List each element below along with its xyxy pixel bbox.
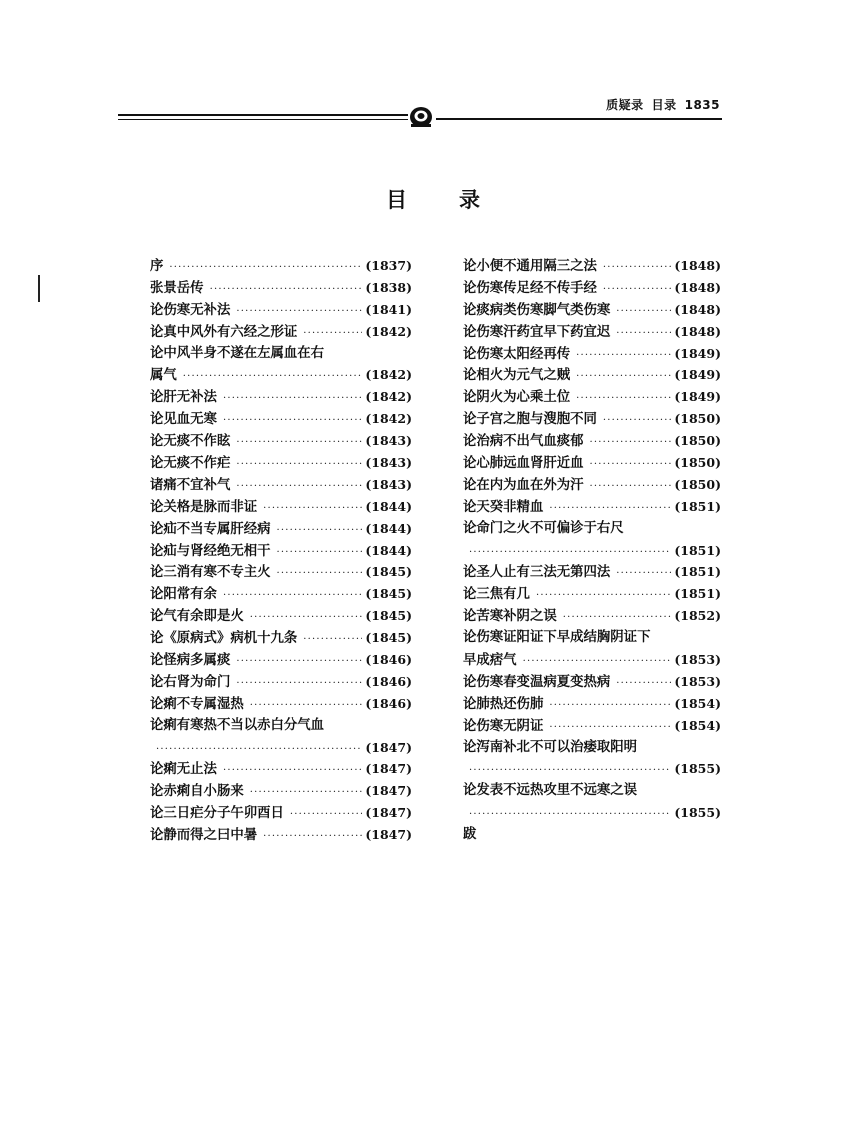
toc-entry-page: (1851) bbox=[674, 498, 721, 514]
toc-entry[interactable] bbox=[463, 321, 721, 343]
toc-entry-title: 论伤寒汗药宜早下药宜迟 bbox=[463, 323, 611, 340]
toc-entry[interactable] bbox=[463, 780, 721, 802]
toc-entry-title: 论天癸非精血 bbox=[463, 498, 544, 515]
toc-leader-dots bbox=[277, 563, 363, 585]
toc-leader-dots bbox=[236, 432, 362, 454]
toc-leader-dots bbox=[303, 629, 362, 651]
toc-entry-page: (1838) bbox=[365, 279, 412, 295]
toc-entry-title: 论三日疟分子午卯酉日 bbox=[150, 805, 284, 822]
toc-entry[interactable] bbox=[463, 737, 721, 759]
margin-mark bbox=[38, 275, 40, 302]
toc-entry-page: (1848) bbox=[674, 258, 721, 273]
toc-entry-page: (1851) bbox=[674, 564, 721, 580]
toc-entry-title: 论痢有寒热不当以赤白分气血 bbox=[150, 716, 325, 733]
toc-leader-dots bbox=[223, 410, 362, 432]
toc-leader-dots bbox=[236, 476, 362, 498]
toc-entry[interactable] bbox=[463, 518, 721, 540]
toc-entry[interactable] bbox=[463, 802, 721, 824]
toc-entry[interactable] bbox=[463, 496, 721, 518]
toc-entry-page: (1850) bbox=[674, 433, 721, 449]
header-rule-left-thin bbox=[118, 119, 408, 120]
toc-entry-title: 诸痛不宜补气 bbox=[150, 476, 231, 493]
book-seal-icon bbox=[407, 104, 435, 130]
toc-leader-dots bbox=[210, 279, 363, 301]
toc-entry-title: 论静而得之曰中暑 bbox=[150, 827, 258, 844]
toc-entry[interactable] bbox=[463, 474, 721, 496]
toc-entry[interactable] bbox=[150, 802, 412, 824]
toc-entry-page: (1849) bbox=[674, 389, 721, 405]
toc-entry[interactable] bbox=[150, 408, 412, 430]
toc-leader-dots bbox=[590, 476, 672, 498]
toc-leader-dots bbox=[250, 607, 363, 629]
toc-entry[interactable] bbox=[150, 496, 412, 518]
toc-entry-page: (1848) bbox=[674, 279, 721, 295]
toc-entry-page: (1842) bbox=[365, 367, 412, 383]
toc-entry-page: (1845) bbox=[365, 630, 412, 646]
toc-entry-title: 早成痞气 bbox=[463, 652, 517, 669]
toc-entry-title: 论伤寒春变温病夏变热病 bbox=[463, 673, 611, 690]
toc-entry[interactable] bbox=[150, 299, 412, 321]
toc-entry-title: 跋 bbox=[463, 826, 477, 843]
toc-entry-title: 论见血无寒 bbox=[150, 411, 217, 428]
toc-entry-title: 论苦寒补阴之误 bbox=[463, 608, 557, 625]
toc-entry-title: 论肝无补法 bbox=[150, 389, 217, 406]
toc-entry[interactable] bbox=[463, 649, 721, 671]
toc-entry[interactable] bbox=[150, 671, 412, 693]
toc-entry-title: 论三焦有几 bbox=[463, 586, 530, 603]
toc-entry-title: 论疝不当专属肝经病 bbox=[150, 520, 271, 537]
toc-leader-dots bbox=[616, 301, 671, 323]
toc-entry-page: (1850) bbox=[674, 455, 721, 471]
toc-leader-dots bbox=[603, 257, 671, 279]
toc-entry[interactable] bbox=[150, 343, 412, 365]
toc-entry-title: 论肺热还伤肺 bbox=[463, 695, 544, 712]
toc-entry-page: (1845) bbox=[365, 608, 412, 624]
toc-entry-page: (1851) bbox=[674, 542, 721, 558]
toc-leader-dots bbox=[563, 607, 672, 629]
toc-leader-dots bbox=[277, 520, 363, 542]
toc-entry[interactable] bbox=[150, 364, 412, 386]
toc-entry-title: 序 bbox=[150, 258, 164, 274]
toc-entry[interactable] bbox=[463, 605, 721, 627]
toc-entry[interactable] bbox=[463, 758, 721, 780]
toc-entry-title: 论怪病多属痰 bbox=[150, 652, 231, 669]
page-title bbox=[0, 184, 866, 214]
toc-leader-dots bbox=[576, 366, 671, 388]
toc-entry-page: (1853) bbox=[674, 652, 721, 668]
toc-entry-title: 论无痰不作疟 bbox=[150, 455, 231, 472]
toc-column-right bbox=[463, 255, 721, 846]
toc-entry-title: 论泻南补北不可以治痿取阳明 bbox=[463, 738, 638, 755]
toc-entry[interactable] bbox=[463, 386, 721, 408]
toc-entry-title: 论阴火为心乘土位 bbox=[463, 389, 571, 406]
toc-leader-dots bbox=[169, 257, 362, 279]
toc-entry-page: (1849) bbox=[674, 345, 721, 361]
toc-leader-dots bbox=[236, 673, 362, 695]
toc-entry[interactable] bbox=[463, 671, 721, 693]
toc-entry-title: 论阳常有余 bbox=[150, 586, 217, 603]
toc-entry[interactable] bbox=[463, 343, 721, 365]
toc-leader-dots bbox=[616, 323, 671, 345]
page-number: 1835 bbox=[684, 98, 720, 112]
toc-entry-page: (1852) bbox=[674, 608, 721, 624]
toc-entry[interactable] bbox=[463, 583, 721, 605]
toc-entry[interactable] bbox=[463, 299, 721, 321]
toc-entry-page: (1844) bbox=[365, 498, 412, 514]
toc-entry[interactable] bbox=[150, 540, 412, 562]
toc-entry-title: 论圣人止有三法无第四法 bbox=[463, 564, 611, 581]
toc-entry-title: 论《原病式》病机十九条 bbox=[150, 630, 298, 647]
toc-entry[interactable] bbox=[150, 715, 412, 737]
toc-entry-page: (1851) bbox=[674, 586, 721, 602]
toc-entry[interactable] bbox=[150, 255, 412, 277]
toc-entry-page: (1855) bbox=[674, 805, 721, 821]
toc-leader-dots bbox=[590, 432, 672, 454]
toc-leader-dots bbox=[549, 717, 671, 739]
toc-entry[interactable] bbox=[150, 605, 412, 627]
toc-entry-title: 论疝与肾经绝无相干 bbox=[150, 542, 271, 559]
toc-entry[interactable] bbox=[463, 255, 721, 277]
toc-entry-page: (1844) bbox=[365, 520, 412, 536]
toc-entry-page: (1850) bbox=[674, 476, 721, 492]
book-title: 质疑录 bbox=[606, 98, 644, 112]
toc-entry-title: 论无痰不作眩 bbox=[150, 433, 231, 450]
toc-leader-dots bbox=[250, 695, 363, 717]
toc-entry-title: 属气 bbox=[150, 367, 177, 384]
toc-entry[interactable] bbox=[463, 627, 721, 649]
toc-leader-dots bbox=[523, 651, 672, 673]
toc-entry-title: 论右肾为命门 bbox=[150, 673, 231, 690]
toc-entry-page: (1848) bbox=[674, 323, 721, 339]
toc-entry[interactable] bbox=[150, 737, 412, 759]
page-title-text: 目录 bbox=[386, 188, 532, 212]
toc-leader-dots bbox=[536, 585, 671, 607]
toc-entry-title: 论小便不通用隔三之法 bbox=[463, 258, 597, 274]
toc-leader-dots bbox=[576, 345, 671, 367]
toc-entry-title: 张景岳传 bbox=[150, 279, 204, 296]
toc-entry-title: 论气有余即是火 bbox=[150, 608, 244, 625]
toc-entry-title: 论关格是脉而非证 bbox=[150, 498, 258, 515]
toc-leader-dots bbox=[223, 760, 362, 782]
running-head bbox=[598, 96, 720, 113]
toc-entry-title: 论发表不远热攻里不远寒之误 bbox=[463, 782, 638, 799]
toc-leader-dots bbox=[549, 498, 671, 520]
toc-leader-dots bbox=[603, 279, 671, 301]
toc-entry[interactable] bbox=[463, 430, 721, 452]
toc-entry-title: 论伤寒太阳经再传 bbox=[463, 345, 571, 362]
toc-entry[interactable] bbox=[150, 693, 412, 715]
toc-entry-title: 论伤寒无补法 bbox=[150, 301, 231, 318]
toc-leader-dots bbox=[303, 323, 362, 345]
toc-entry-page: (1847) bbox=[365, 827, 412, 843]
toc-entry[interactable] bbox=[150, 780, 412, 802]
toc-leader-dots bbox=[290, 804, 362, 826]
toc-entry-page: (1855) bbox=[674, 761, 721, 777]
toc-entry-page: (1845) bbox=[365, 586, 412, 602]
toc-entry-title: 论子宫之胞与溲胞不同 bbox=[463, 411, 597, 428]
toc-leader-dots bbox=[277, 542, 363, 564]
toc-entry-title: 论痰病类伤寒脚气类伤寒 bbox=[463, 301, 611, 318]
toc-leader-dots bbox=[263, 498, 362, 520]
toc-entry[interactable] bbox=[150, 386, 412, 408]
toc-entry-title: 论伤寒传足经不传手经 bbox=[463, 279, 597, 296]
toc-leader-dots bbox=[603, 410, 671, 432]
toc-leader-dots bbox=[223, 388, 362, 410]
toc-entry-title: 论真中风外有六经之形证 bbox=[150, 323, 298, 340]
toc-entry[interactable] bbox=[150, 518, 412, 540]
toc-entry[interactable] bbox=[150, 277, 412, 299]
toc-entry[interactable] bbox=[463, 561, 721, 583]
toc-entry-page: (1843) bbox=[365, 433, 412, 449]
toc-leader-dots bbox=[616, 563, 671, 585]
toc-entry-page: (1848) bbox=[674, 301, 721, 317]
toc-entry-page: (1849) bbox=[674, 367, 721, 383]
toc-entry[interactable] bbox=[463, 715, 721, 737]
toc-entry[interactable] bbox=[150, 649, 412, 671]
toc-entry-title: 论赤痢自小肠来 bbox=[150, 783, 244, 800]
header-rule-left bbox=[118, 114, 408, 116]
toc-entry[interactable] bbox=[150, 474, 412, 496]
toc-leader-dots bbox=[576, 388, 671, 410]
toc-entry[interactable] bbox=[463, 364, 721, 386]
toc-leader-dots bbox=[236, 651, 362, 673]
toc-entry-page: (1845) bbox=[365, 564, 412, 580]
toc-entry-page: (1842) bbox=[365, 389, 412, 405]
toc-entry-page: (1837) bbox=[365, 258, 412, 273]
toc-entry-title: 论心肺远血肾肝近血 bbox=[463, 455, 584, 472]
toc-entry-page: (1842) bbox=[365, 323, 412, 339]
toc-entry[interactable] bbox=[150, 430, 412, 452]
toc-entry[interactable] bbox=[150, 627, 412, 649]
toc-entry[interactable] bbox=[463, 277, 721, 299]
toc-entry-title: 论在内为血在外为汗 bbox=[463, 476, 584, 493]
toc-entry[interactable] bbox=[463, 693, 721, 715]
section-label: 目录 bbox=[651, 98, 677, 112]
toc-leader-dots bbox=[183, 366, 363, 388]
toc-entry-page: (1847) bbox=[365, 761, 412, 777]
toc-entry[interactable] bbox=[150, 824, 412, 846]
toc-entry-page: (1850) bbox=[674, 411, 721, 427]
toc-column-left bbox=[150, 255, 412, 846]
toc-entry-title: 论伤寒证阳证下早成结胸阴证下 bbox=[463, 629, 651, 646]
toc-leader-dots bbox=[590, 454, 672, 476]
toc-entry-page: (1843) bbox=[365, 455, 412, 471]
toc-entry[interactable] bbox=[463, 452, 721, 474]
toc-entry[interactable] bbox=[463, 824, 721, 846]
toc-entry-page: (1847) bbox=[365, 783, 412, 799]
toc-entry-title: 论三消有寒不专主火 bbox=[150, 564, 271, 581]
toc-entry-title: 论命门之火不可偏诊于右尺 bbox=[463, 519, 624, 536]
toc-leader-dots bbox=[263, 826, 362, 848]
toc-entry[interactable] bbox=[150, 321, 412, 343]
toc-leader-dots bbox=[469, 804, 671, 826]
toc-leader-dots bbox=[223, 585, 362, 607]
toc-entry-page: (1854) bbox=[674, 695, 721, 711]
toc-leader-dots bbox=[469, 542, 671, 564]
toc-entry[interactable] bbox=[150, 561, 412, 583]
toc-leader-dots bbox=[156, 739, 362, 761]
toc-entry-page: (1846) bbox=[365, 695, 412, 711]
header-rule-right bbox=[436, 118, 722, 120]
toc-entry[interactable] bbox=[463, 540, 721, 562]
toc-entry-page: (1853) bbox=[674, 673, 721, 689]
toc-entry-page: (1847) bbox=[365, 739, 412, 755]
toc-entry-page: (1843) bbox=[365, 476, 412, 492]
toc-entry-page: (1847) bbox=[365, 805, 412, 821]
toc-leader-dots bbox=[549, 695, 671, 717]
toc-entry-page: (1841) bbox=[365, 301, 412, 317]
toc-leader-dots bbox=[469, 760, 671, 782]
toc-leader-dots bbox=[616, 673, 671, 695]
toc-entry-title: 论中风半身不遂在左属血在右 bbox=[150, 344, 325, 361]
toc-leader-dots bbox=[236, 454, 362, 476]
toc-entry[interactable] bbox=[463, 408, 721, 430]
toc-entry-title: 论痢无止法 bbox=[150, 761, 217, 778]
toc-entry[interactable] bbox=[150, 758, 412, 780]
toc-entry[interactable] bbox=[150, 452, 412, 474]
toc-entry-page: (1842) bbox=[365, 411, 412, 427]
toc-leader-dots bbox=[236, 301, 362, 323]
toc-entry-page: (1854) bbox=[674, 717, 721, 733]
toc-entry-title: 论伤寒无阴证 bbox=[463, 717, 544, 734]
toc-entry-title: 论治病不出气血痰郁 bbox=[463, 433, 584, 450]
toc-entry-title: 论相火为元气之贼 bbox=[463, 367, 571, 384]
toc-entry[interactable] bbox=[150, 583, 412, 605]
toc-entry-title: 论痢不专属湿热 bbox=[150, 695, 244, 712]
toc-leader-dots bbox=[250, 782, 363, 804]
toc-entry-page: (1846) bbox=[365, 673, 412, 689]
toc-entry-page: (1844) bbox=[365, 542, 412, 558]
toc-entry-page: (1846) bbox=[365, 652, 412, 668]
